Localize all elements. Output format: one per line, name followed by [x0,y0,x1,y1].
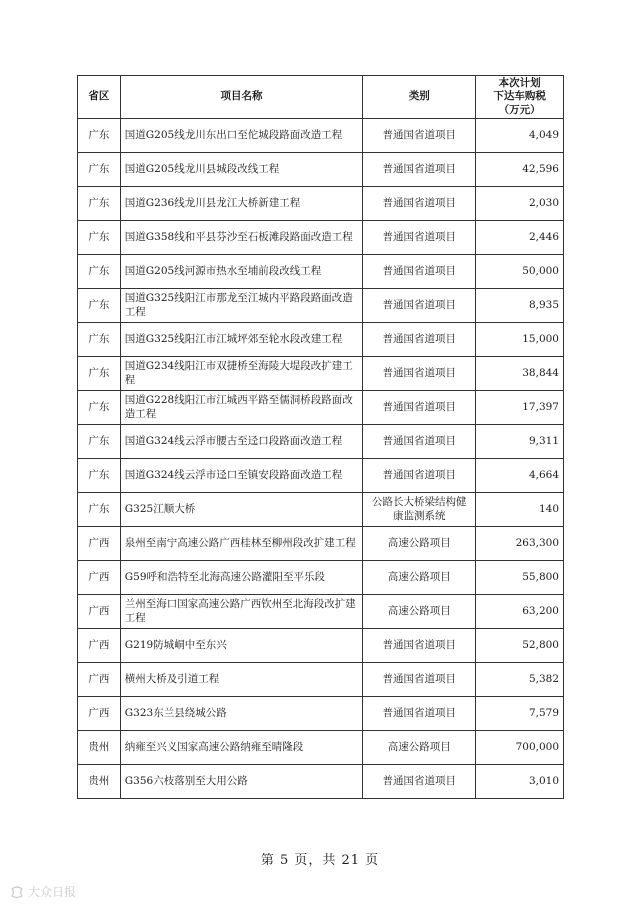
cell-amount: 55,800 [476,561,564,595]
cell-project-name: 国道G205线龙川县城段改线工程 [120,153,362,187]
table-row [78,119,564,153]
cell-province: 广东 [78,459,121,493]
cell-category: 高速公路项目 [363,527,476,561]
header-amount-line: （万元） [498,103,541,116]
cell-category: 普通国省道项目 [363,765,476,799]
table-row [78,561,564,595]
table-row [78,255,564,289]
cell-category: 普通国省道项目 [363,221,476,255]
table-row [78,221,564,255]
cell-province: 广东 [78,119,121,153]
cell-category: 普通国省道项目 [363,153,476,187]
cell-project-name: 国道G358线和平县芬沙至石板滩段路面改造工程 [120,221,362,255]
cell-amount: 38,844 [476,357,564,391]
cell-amount: 5,382 [476,663,564,697]
watermark [10,883,76,900]
header-amount [476,76,564,119]
cell-amount: 50,000 [476,255,564,289]
cell-province: 广西 [78,595,121,629]
cell-category: 高速公路项目 [363,561,476,595]
cell-amount: 4,049 [476,119,564,153]
header-project-name: 项目名称 [120,76,362,119]
table-body [78,119,564,799]
cell-province: 广东 [78,153,121,187]
cell-province: 广西 [78,663,121,697]
cell-amount: 3,010 [476,765,564,799]
watermark-text: 大众日报 [28,885,77,899]
cell-province: 广西 [78,697,121,731]
page-number: 第 5 页，共 21 页 [260,853,380,868]
table-row [78,153,564,187]
cell-province: 贵州 [78,765,121,799]
cell-province: 广东 [78,255,121,289]
cell-province: 广东 [78,323,121,357]
cell-category: 普通国省道项目 [363,323,476,357]
table-row [78,323,564,357]
table-row [78,493,564,527]
cell-province: 贵州 [78,731,121,765]
cell-project-name: G59呼和浩特至北海高速公路灌阳至平乐段 [120,561,362,595]
cell-project-name: 国道G325线阳江市江城坪郊至轮水段改建工程 [120,323,362,357]
table-row [78,663,564,697]
table-row [78,765,564,799]
cell-category: 普通国省道项目 [363,629,476,663]
cell-category: 高速公路项目 [363,731,476,765]
cell-amount: 9,311 [476,425,564,459]
cell-province: 广东 [78,187,121,221]
cell-category: 普通国省道项目 [363,697,476,731]
table-row [78,425,564,459]
cell-province: 广东 [78,493,121,527]
cell-province: 广西 [78,629,121,663]
cell-project-name: 国道G205线河源市热水至埔前段改线工程 [120,255,362,289]
cell-category: 普通国省道项目 [363,391,476,425]
table-row [78,357,564,391]
cell-project-name: 国道G324线云浮市腰古至迳口段路面改造工程 [120,425,362,459]
cell-amount: 15,000 [476,323,564,357]
cell-province: 广东 [78,221,121,255]
table-row [78,459,564,493]
cell-project-name: G325江顺大桥 [120,493,362,527]
header-amount-line: 本次计划 [498,77,541,90]
cell-province: 广东 [78,425,121,459]
table-row [78,697,564,731]
cell-province: 广西 [78,527,121,561]
cell-project-name: 国道G234线阳江市双捷桥至海陵大堤段改扩建工程 [120,357,362,391]
cell-province: 广东 [78,357,121,391]
cell-province: 广东 [78,289,121,323]
project-table [77,75,564,799]
cell-amount: 17,397 [476,391,564,425]
cell-amount: 2,446 [476,221,564,255]
table-row [78,289,564,323]
cell-amount: 263,300 [476,527,564,561]
cell-amount: 52,800 [476,629,564,663]
cell-province: 广东 [78,391,121,425]
cell-amount: 2,030 [476,187,564,221]
cell-category: 普通国省道项目 [363,357,476,391]
cell-project-name: 国道G324线云浮市迳口至镇安段路面改造工程 [120,459,362,493]
cell-category: 普通国省道项目 [363,289,476,323]
cell-amount: 700,000 [476,731,564,765]
header-category: 类别 [363,76,476,119]
cell-project-name: G323东兰县绕城公路 [120,697,362,731]
cell-category: 普通国省道项目 [363,663,476,697]
cell-category: 普通国省道项目 [363,459,476,493]
watermark-logo-icon [10,885,24,899]
cell-amount: 42,596 [476,153,564,187]
table-row [78,595,564,629]
table-header-row [78,76,564,119]
cell-category: 普通国省道项目 [363,255,476,289]
cell-amount: 140 [476,493,564,527]
cell-project-name: G219防城峒中至东兴 [120,629,362,663]
cell-amount: 4,664 [476,459,564,493]
cell-category: 普通国省道项目 [363,119,476,153]
table-row [78,629,564,663]
cell-project-name: 国道G325线阳江市那龙至江城内平路段路面改造工程 [120,289,362,323]
cell-amount: 63,200 [476,595,564,629]
cell-project-name: G356六枝落别至大用公路 [120,765,362,799]
cell-project-name: 纳雍至兴义国家高速公路纳雍至晴隆段 [120,731,362,765]
table-row [78,731,564,765]
cell-category: 普通国省道项目 [363,187,476,221]
cell-amount: 8,935 [476,289,564,323]
cell-category: 公路长大桥梁结构健康监测系统 [363,493,476,527]
cell-category: 普通国省道项目 [363,425,476,459]
cell-project-name: 国道G205线龙川东出口至佗城段路面改造工程 [120,119,362,153]
cell-project-name: 国道G228线阳江市江城西平路至儒洞桥段路面改造工程 [120,391,362,425]
cell-province: 广西 [78,561,121,595]
cell-project-name: 国道G236线龙川县龙江大桥新建工程 [120,187,362,221]
cell-category: 高速公路项目 [363,595,476,629]
cell-project-name: 横州大桥及引道工程 [120,663,362,697]
header-amount-line: 下达车购税 [493,90,546,103]
table-row [78,391,564,425]
table-row [78,527,564,561]
cell-project-name: 兰州至海口国家高速公路广西钦州至北海段改扩建工程 [120,595,362,629]
header-province: 省区 [78,76,121,119]
cell-amount: 7,579 [476,697,564,731]
cell-project-name: 泉州至南宁高速公路广西桂林至柳州段改扩建工程 [120,527,362,561]
table-row [78,187,564,221]
